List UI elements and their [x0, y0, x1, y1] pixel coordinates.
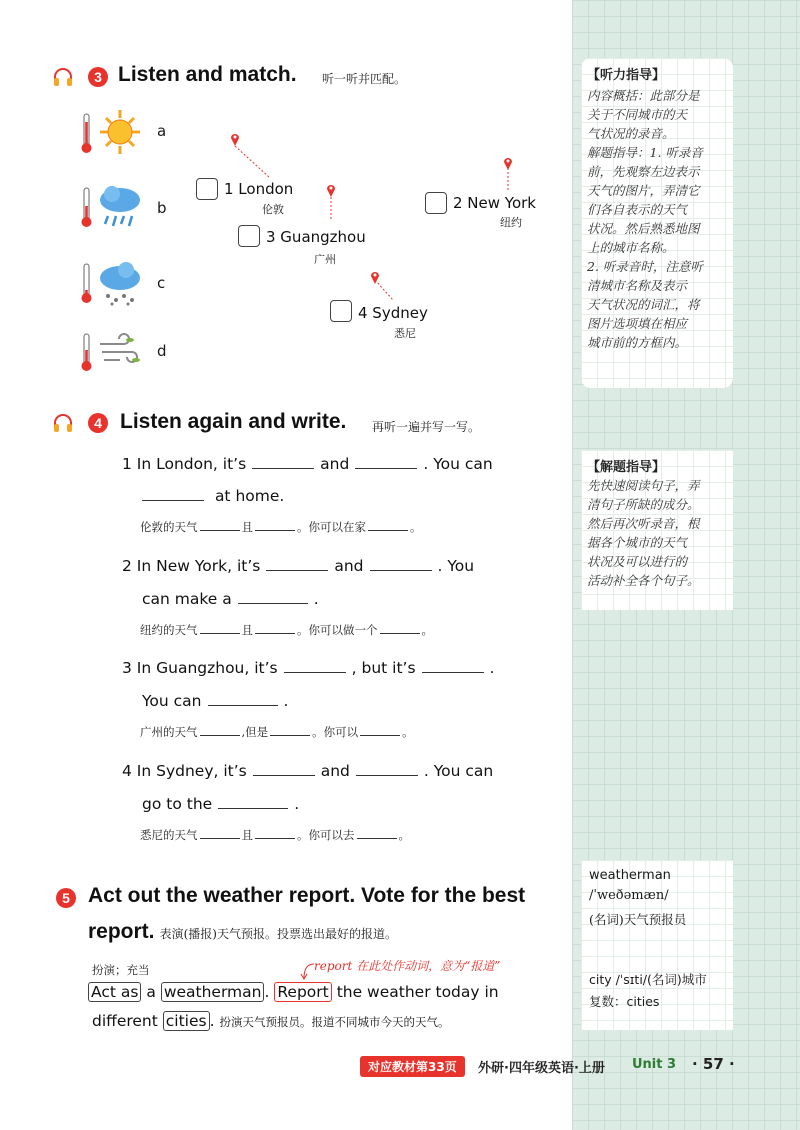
city-newyork: 2 New York — [453, 194, 536, 212]
windy-weather-icon — [80, 330, 142, 372]
section5-sentence-line1: Act as a weatherman . Report the weather today in — [88, 983, 499, 1001]
city-plural: 复数：cities — [589, 994, 660, 1009]
textbook-page-tag: 对应教材第33页 — [360, 1056, 465, 1077]
sydney-pin-icon — [370, 270, 380, 284]
vocab-word: weatherman — [589, 868, 671, 883]
headphone-icon — [52, 412, 74, 434]
section5-title-line2: report. 表演(播报)天气预报。投票选出最好的报道。 — [88, 920, 397, 943]
tip1-line: 清城市名称及表示 — [587, 278, 688, 293]
snowy-weather-icon — [80, 258, 142, 306]
tip2-line: 活动补全各个句子。 — [587, 573, 700, 588]
tip1-line: 内容概括：此部分是 — [587, 88, 700, 103]
tip1-line: 城市前的方框内。 — [587, 335, 688, 350]
q1-blank2[interactable] — [355, 454, 417, 469]
q1-line2: at home. — [136, 486, 284, 505]
section5-title-line1: Act out the weather report. Vote for the best — [88, 884, 526, 907]
tip2-line: 先快速阅读句子，弄 — [587, 478, 700, 493]
section3-title: Listen and match. — [118, 63, 297, 86]
rainy-weather-icon — [80, 182, 142, 232]
newyork-pin-icon — [503, 156, 513, 170]
city-london-cn: 伦敦 — [262, 203, 284, 216]
section5-number: 5 — [56, 888, 76, 908]
tip2-line: 然后再次听录音，根 — [587, 516, 700, 531]
solution-tip-card — [581, 450, 733, 610]
listening-tip-card — [581, 58, 733, 388]
letter-c: c — [157, 274, 166, 292]
headphone-icon — [52, 66, 74, 88]
q3-line2: You can . — [142, 692, 289, 710]
report-verb-note: report 在此处作动词，意为“报道” — [314, 959, 501, 973]
q4-translation: 悉尼的天气 且 。你可以去 。 — [140, 828, 410, 842]
q2-blank1[interactable] — [266, 556, 328, 571]
q3-translation: 广州的天气 ,但是 。你可以 。 — [140, 725, 414, 739]
q3-blank1[interactable] — [284, 658, 346, 673]
guangzhou-answer-box[interactable] — [238, 225, 260, 247]
tip2-title: 【解题指导】 — [587, 460, 666, 475]
city-entry: city /ˈsɪti/(名词)城市 — [589, 972, 707, 987]
letter-a: a — [157, 122, 167, 140]
london-pin-icon — [230, 132, 240, 146]
page-number: · 57 · — [692, 1055, 735, 1073]
q4-blank1[interactable] — [253, 761, 315, 776]
q4-line2: go to the . — [142, 795, 300, 813]
newyork-answer-box[interactable] — [425, 192, 447, 214]
q2-blank2[interactable] — [370, 556, 432, 571]
section4-number: 4 — [88, 413, 108, 433]
letter-d: d — [157, 342, 167, 360]
tip1-line: 2. 听录音时，注意听 — [587, 259, 703, 274]
q3-blank2[interactable] — [422, 658, 484, 673]
section3-number: 3 — [88, 67, 108, 87]
section3-subtitle: 听一听并匹配。 — [322, 72, 407, 86]
q2-blank3[interactable] — [238, 589, 308, 604]
section5-sentence-line2: different cities . 扮演天气预报员。报道不同城市今天的天气。 — [92, 1012, 450, 1030]
q1-blank3[interactable] — [142, 486, 204, 501]
tip1-line: 图片选项填在相应 — [587, 316, 688, 331]
q2-line1: 2 In New York, it’s and . You — [122, 557, 475, 575]
city-london: 1 London — [224, 180, 294, 198]
tip1-line: 解题指导：1. 听录音 — [587, 145, 703, 160]
city-guangzhou: 3 Guangzhou — [266, 228, 366, 246]
q3-blank3[interactable] — [208, 691, 278, 706]
q1-blank1[interactable] — [252, 454, 314, 469]
q2-line2: can make a . — [142, 590, 319, 608]
tip1-line: 状况。然后熟悉地图 — [587, 221, 700, 236]
sydney-answer-box[interactable] — [330, 300, 352, 322]
tip1-line: 关于不同城市的天 — [587, 107, 688, 122]
tip1-line: 们各自表示的天气 — [587, 202, 688, 217]
sunny-weather-icon — [80, 108, 142, 156]
city-sydney-cn: 悉尼 — [394, 327, 416, 340]
tip1-line: 前，先观察左边表示 — [587, 164, 700, 179]
tip2-line: 据各个城市的天气 — [587, 535, 688, 550]
vocab-card — [581, 860, 733, 1030]
act-as-note: 扮演；充当 — [92, 963, 150, 977]
tip1-line: 天气状况的词汇，将 — [587, 297, 700, 312]
section4-subtitle: 再听一遍并写一写。 — [372, 420, 481, 434]
tip2-text — [587, 476, 732, 590]
q4-blank3[interactable] — [218, 794, 288, 809]
guangzhou-pin-icon — [326, 183, 336, 197]
q3-line1: 3 In Guangzhou, it’s , but it’s . — [122, 659, 495, 677]
q4-line1: 4 In Sydney, it’s and . You can — [122, 762, 494, 780]
tip2-line: 状况及可以进行的 — [587, 554, 688, 569]
city-sydney: 4 Sydney — [358, 304, 428, 322]
london-answer-box[interactable] — [196, 178, 218, 200]
tip1-line: 天气的图片，弄清它 — [587, 183, 700, 198]
book-title: 外研·四年级英语·上册 — [478, 1061, 605, 1076]
city-guangzhou-cn: 广州 — [314, 253, 336, 266]
tip2-line: 清句子所缺的成分。 — [587, 497, 700, 512]
section4-title: Listen again and write. — [120, 410, 347, 433]
tip1-title: 【听力指导】 — [587, 68, 666, 83]
tip1-line: 上的城市名称。 — [587, 240, 675, 255]
q1-line1: 1 In London, it’s and . You can — [122, 455, 493, 473]
tip1-line: 气状况的录音。 — [587, 126, 675, 141]
q4-blank2[interactable] — [356, 761, 418, 776]
city-newyork-cn: 纽约 — [500, 216, 522, 229]
unit-label: Unit 3 — [632, 1057, 677, 1072]
vocab-meaning: (名词)天气预报员 — [589, 912, 687, 927]
q2-translation: 纽约的天气 且 。你可以做一个 。 — [140, 623, 433, 637]
q1-translation: 伦敦的天气 且 。你可以在家 。 — [140, 520, 422, 534]
tip1-text — [587, 86, 732, 352]
vocab-phonetic: /ˈweðəmæn/ — [589, 888, 669, 903]
letter-b: b — [157, 199, 167, 217]
